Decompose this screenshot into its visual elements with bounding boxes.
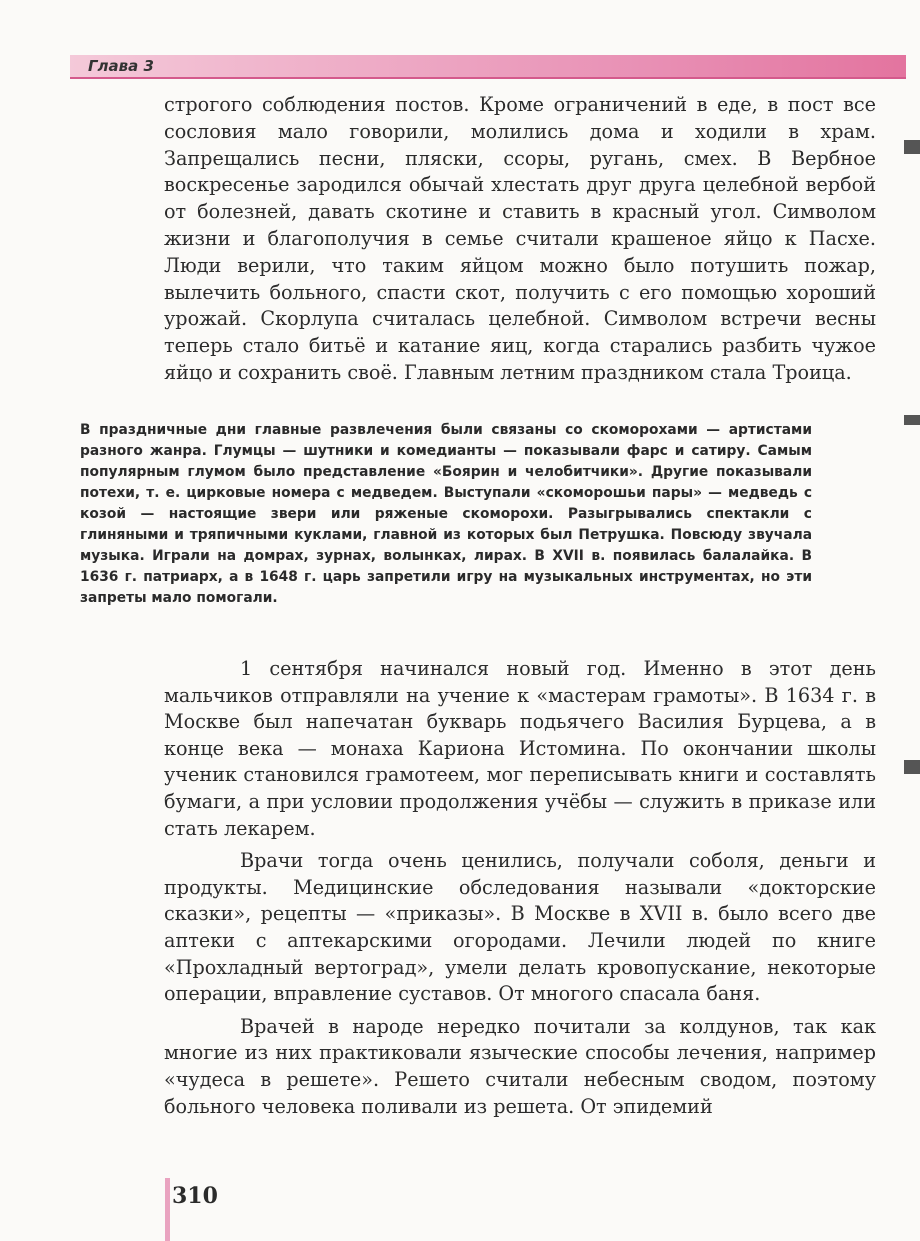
paragraph-new-year: 1 сентября начинался новый год. Именно в этот день мальчиков отправляли на учение к «мастерам грамоты». В 1634 г. в Москве был напечатан букварь подьячего Василия Бурцева, а в конце века — монаха Кариона Истомина. По окончании школы ученик становился грамотеем, мог переписывать книги и составлять бумаги, а при условии продолжения учёбы — служить в приказе или стать лекарем. bbox=[164, 657, 876, 840]
margin-bar bbox=[165, 1178, 170, 1241]
edge-mark bbox=[904, 140, 920, 154]
paragraph-healers: Врачей в народе нередко почитали за колдунов, так как многие из них практиковали языческие способы лечения, например «чудеса в решете». Решето считали небесным сводом, поэтому больного человека поливали из решета. От эпидемий bbox=[164, 1014, 876, 1118]
chapter-title: Глава 3 bbox=[88, 57, 154, 75]
paragraph-text: строгого соблюдения постов. Кроме ограничений в еде, в пост все сословия мало говорили, молились дома и ходили в храм. Запрещались песни, пляски, ссоры, ругань, смех. В Вербное воскресенье зародился обычай хлестать друг друга целебной вербой от болезней, давать скотине и ставить в красный угол. Символом жизни и благополучия в семье считали крашеное яйцо к Пасхе. Люди верили, что таким яйцом можно было потушить пожар, вылечить больного, спасти скот, получить с его помощью хороший урожай. Скорлупа считалась целебной. Символом встречи весны теперь стало битьё и катание яиц, когда старались разбить чужое яйцо и сохранить своё. Главным летним праздником стала Троица. bbox=[164, 93, 876, 384]
main-text bbox=[164, 656, 876, 1126]
skomorokhi-box: В праздничные дни главные развлечения были связаны со скоморохами — артистами разного жанра. Глумцы — шутники и комедианты — показывали фарс и сатиру. Самым популярным глумом было представление «Боярин и челобитчики». Другие показывали потехи, т. е. цирковые номера с медведем. Выступали «скоморошьи пары» — медведь с козой — настоящие звери или ряженые скоморохи. Разыгрывались спектакли с глиняными и тряпичными куклами, главной из которых был Петрушка. Повсюду звучала музыка. Играли на домрах, зурнах, волынках, лирах. В XVII в. появилась балалайка. В 1636 г. патриарх, а в 1648 г. царь запретили игру на музыкальных инструментах, но эти запреты мало помогали. bbox=[80, 422, 812, 606]
edge-mark bbox=[904, 760, 920, 774]
paragraph-doctors: Врачи тогда очень ценились, получали соболя, деньги и продукты. Медицинские обследования называли «докторские сказки», рецепты — «приказы». В Москве в XVII в. было всего две аптеки с аптекарскими огородами. Лечили людей по книге «Прохладный вертоград», умели делать кровопускание, некоторые операции, вправление суставов. От многого спасала баня. bbox=[164, 849, 876, 1006]
edge-mark bbox=[904, 415, 920, 425]
page-number: 310 bbox=[172, 1183, 218, 1209]
chapter-header-band bbox=[70, 55, 906, 79]
top-paragraph bbox=[164, 92, 876, 387]
